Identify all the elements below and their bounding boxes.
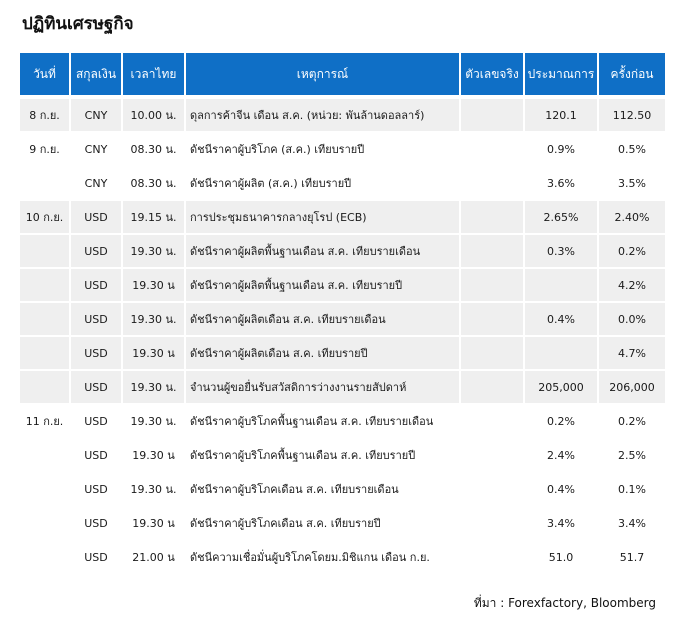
currency-cell: USD bbox=[70, 302, 122, 336]
event-cell: การประชุมธนาคารกลางยุโรป (ECB) bbox=[185, 200, 460, 234]
event-cell: ดัชนีราคาผู้บริโภคเดือน ส.ค. เทียบรายเดือน bbox=[185, 472, 460, 506]
actual-cell bbox=[460, 302, 524, 336]
time-cell: 19.30 น. bbox=[122, 370, 185, 404]
previous-cell: 206,000 bbox=[598, 370, 665, 404]
table-row bbox=[20, 370, 665, 404]
date-cell bbox=[20, 540, 70, 573]
previous-cell: 0.2% bbox=[598, 234, 665, 268]
table-row bbox=[20, 97, 665, 132]
forecast-cell: 2.65% bbox=[524, 200, 598, 234]
table-row bbox=[20, 234, 665, 268]
table-row bbox=[20, 268, 665, 302]
time-cell: 19.30 น. bbox=[122, 234, 185, 268]
table-row bbox=[20, 166, 665, 200]
event-cell: ดัชนีราคาผู้ผลิตเดือน ส.ค. เทียบรายปี bbox=[185, 336, 460, 370]
actual-cell bbox=[460, 438, 524, 472]
currency-cell: USD bbox=[70, 506, 122, 540]
currency-cell: USD bbox=[70, 200, 122, 234]
actual-cell bbox=[460, 132, 524, 166]
currency-cell: USD bbox=[70, 540, 122, 573]
previous-cell: 2.40% bbox=[598, 200, 665, 234]
header-currency: สกุลเงิน bbox=[70, 53, 122, 97]
forecast-cell: 3.6% bbox=[524, 166, 598, 200]
currency-cell: USD bbox=[70, 234, 122, 268]
event-cell: จำนวนผู้ขอยื่นรับสวัสดิการว่างงานรายสัปดาห์ bbox=[185, 370, 460, 404]
previous-cell: 0.2% bbox=[598, 404, 665, 438]
previous-cell: 51.7 bbox=[598, 540, 665, 573]
table-row bbox=[20, 132, 665, 166]
event-cell: ดัชนีราคาผู้บริโภคพื้นฐานเดือน ส.ค. เทียบรายเดือน bbox=[185, 404, 460, 438]
forecast-cell: 120.1 bbox=[524, 97, 598, 132]
previous-cell: 4.7% bbox=[598, 336, 665, 370]
currency-cell: CNY bbox=[70, 132, 122, 166]
date-cell bbox=[20, 438, 70, 472]
forecast-cell: 205,000 bbox=[524, 370, 598, 404]
table-row bbox=[20, 302, 665, 336]
header-forecast: ประมาณการ bbox=[524, 53, 598, 97]
economic-calendar-table bbox=[20, 53, 665, 573]
event-cell: ดุลการค้าจีน เดือน ส.ค. (หน่วย: พันล้านดอลลาร์) bbox=[185, 97, 460, 132]
time-cell: 19.30 น bbox=[122, 438, 185, 472]
date-cell: 8 ก.ย. bbox=[20, 97, 70, 132]
table-row bbox=[20, 506, 665, 540]
table-header-row bbox=[20, 53, 665, 97]
previous-cell: 3.4% bbox=[598, 506, 665, 540]
currency-cell: CNY bbox=[70, 97, 122, 132]
currency-cell: USD bbox=[70, 404, 122, 438]
time-cell: 08.30 น. bbox=[122, 132, 185, 166]
header-date: วันที่ bbox=[20, 53, 70, 97]
actual-cell bbox=[460, 166, 524, 200]
actual-cell bbox=[460, 404, 524, 438]
table-row bbox=[20, 540, 665, 573]
time-cell: 19.30 น bbox=[122, 506, 185, 540]
date-cell bbox=[20, 268, 70, 302]
header-event: เหตุการณ์ bbox=[185, 53, 460, 97]
previous-cell: 3.5% bbox=[598, 166, 665, 200]
header-actual: ตัวเลขจริง bbox=[460, 53, 524, 97]
time-cell: 19.30 น bbox=[122, 336, 185, 370]
time-cell: 10.00 น. bbox=[122, 97, 185, 132]
header-time: เวลาไทย bbox=[122, 53, 185, 97]
forecast-cell bbox=[524, 268, 598, 302]
previous-cell: 0.0% bbox=[598, 302, 665, 336]
actual-cell bbox=[460, 268, 524, 302]
page-title: ปฏิทินเศรษฐกิจ bbox=[22, 14, 134, 34]
time-cell: 19.30 น. bbox=[122, 472, 185, 506]
event-cell: ดัชนีราคาผู้บริโภคเดือน ส.ค. เทียบรายปี bbox=[185, 506, 460, 540]
header-previous: ครั้งก่อน bbox=[598, 53, 665, 97]
actual-cell bbox=[460, 472, 524, 506]
event-cell: ดัชนีราคาผู้ผลิตเดือน ส.ค. เทียบรายเดือน bbox=[185, 302, 460, 336]
actual-cell bbox=[460, 506, 524, 540]
currency-cell: USD bbox=[70, 268, 122, 302]
time-cell: 21.00 น bbox=[122, 540, 185, 573]
event-cell: ดัชนีราคาผู้ผลิตพื้นฐานเดือน ส.ค. เทียบรายปี bbox=[185, 268, 460, 302]
actual-cell bbox=[460, 540, 524, 573]
table-row bbox=[20, 336, 665, 370]
actual-cell bbox=[460, 200, 524, 234]
table-row bbox=[20, 200, 665, 234]
time-cell: 19.30 น. bbox=[122, 404, 185, 438]
date-cell: 10 ก.ย. bbox=[20, 200, 70, 234]
forecast-cell: 2.4% bbox=[524, 438, 598, 472]
date-cell bbox=[20, 166, 70, 200]
currency-cell: USD bbox=[70, 472, 122, 506]
time-cell: 08.30 น. bbox=[122, 166, 185, 200]
date-cell bbox=[20, 472, 70, 506]
previous-cell: 4.2% bbox=[598, 268, 665, 302]
source-note: ที่มา : Forexfactory, Bloomberg bbox=[473, 596, 656, 610]
event-cell: ดัชนีความเชื่อมั่นผู้บริโภคโดยม.มิชิแกน เดือน ก.ย. bbox=[185, 540, 460, 573]
forecast-cell: 0.2% bbox=[524, 404, 598, 438]
event-cell: ดัชนีราคาผู้บริโภค (ส.ค.) เทียบรายปี bbox=[185, 132, 460, 166]
time-cell: 19.15 น. bbox=[122, 200, 185, 234]
actual-cell bbox=[460, 234, 524, 268]
date-cell bbox=[20, 370, 70, 404]
previous-cell: 0.5% bbox=[598, 132, 665, 166]
actual-cell bbox=[460, 336, 524, 370]
time-cell: 19.30 น bbox=[122, 268, 185, 302]
currency-cell: USD bbox=[70, 336, 122, 370]
currency-cell: USD bbox=[70, 438, 122, 472]
table-row bbox=[20, 472, 665, 506]
currency-cell: CNY bbox=[70, 166, 122, 200]
event-cell: ดัชนีราคาผู้ผลิต (ส.ค.) เทียบรายปี bbox=[185, 166, 460, 200]
event-cell: ดัชนีราคาผู้ผลิตพื้นฐานเดือน ส.ค. เทียบรายเดือน bbox=[185, 234, 460, 268]
previous-cell: 0.1% bbox=[598, 472, 665, 506]
currency-cell: USD bbox=[70, 370, 122, 404]
forecast-cell: 51.0 bbox=[524, 540, 598, 573]
previous-cell: 2.5% bbox=[598, 438, 665, 472]
actual-cell bbox=[460, 97, 524, 132]
date-cell bbox=[20, 234, 70, 268]
date-cell bbox=[20, 506, 70, 540]
forecast-cell: 0.9% bbox=[524, 132, 598, 166]
time-cell: 19.30 น. bbox=[122, 302, 185, 336]
previous-cell: 112.50 bbox=[598, 97, 665, 132]
table-row bbox=[20, 438, 665, 472]
forecast-cell bbox=[524, 336, 598, 370]
event-cell: ดัชนีราคาผู้บริโภคพื้นฐานเดือน ส.ค. เทียบรายปี bbox=[185, 438, 460, 472]
date-cell bbox=[20, 336, 70, 370]
date-cell: 11 ก.ย. bbox=[20, 404, 70, 438]
forecast-cell: 0.3% bbox=[524, 234, 598, 268]
forecast-cell: 0.4% bbox=[524, 472, 598, 506]
forecast-cell: 0.4% bbox=[524, 302, 598, 336]
date-cell bbox=[20, 302, 70, 336]
actual-cell bbox=[460, 370, 524, 404]
date-cell: 9 ก.ย. bbox=[20, 132, 70, 166]
forecast-cell: 3.4% bbox=[524, 506, 598, 540]
table-row bbox=[20, 404, 665, 438]
